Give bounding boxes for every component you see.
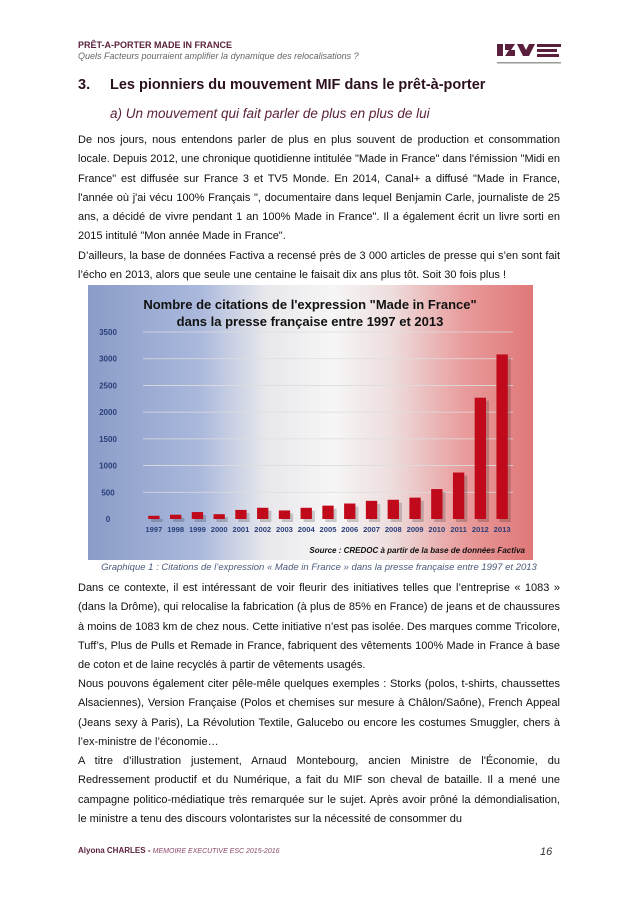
paragraph: De nos jours, nous entendons parler de plus en plus souvent de production et consommation locale. Depuis 2012, une chronique quotidienne intitulée "Made in France" dans l'émission "Midi en France" est diffusée sur France 3 et TV5 Monde. En 2014, Canal+ a diffusé "Made in France, l'année où j'ai vécu 100% Français ", documentaire dans lequel Benjamin Carle, journaliste de 25 ans, a décidé de vivre pendant 1 an 100% Made in France". Il a également écrit un livre sorti en 2015 intitulé "Mon année Made in France".: [78, 134, 560, 243]
bar-chart: [88, 285, 533, 560]
bar-2000: [214, 514, 225, 519]
x-tick-label: 2008: [384, 525, 402, 534]
x-tick-label: 2003: [276, 525, 293, 534]
x-tick-label: 2009: [406, 525, 424, 534]
bar-2006: [344, 504, 355, 519]
header-title: PRÊT-A-PORTER MADE IN FRANCE: [78, 40, 233, 50]
x-tick-label: 2011: [450, 525, 467, 534]
bar-1998: [170, 515, 181, 519]
subsection-heading: a) Un mouvement qui fait parler de plus en plus de lui: [110, 106, 430, 121]
header-subtitle: Quels Facteurs pourraient amplifier la dynamique des relocalisations ?: [78, 51, 359, 61]
paragraph: D’ailleurs, la base de données Factiva a recensé près de 3 000 articles de presse qui s’en sont fait l’écho en 2013, alors que seule une centaine le faisait dix ans plus tôt. Soit 30 fois plus !: [78, 250, 560, 282]
bar-2011: [453, 473, 464, 519]
x-tick-label: 2010: [428, 525, 446, 534]
section-title: Les pionniers du mouvement MIF dans le prêt-à-porter: [110, 77, 486, 93]
bar-2003: [279, 510, 290, 519]
chart-title-line2: dans la presse française entre 1997 et 2013: [176, 314, 444, 329]
x-tick-label: 2007: [363, 525, 380, 534]
section-number: 3.: [78, 77, 91, 93]
bar-2001: [235, 510, 246, 519]
memoire-label: MEMOIRE EXECUTIVE ESC 2015-2016: [152, 848, 280, 855]
page-number: 16: [540, 846, 553, 858]
y-tick-label: 3000: [99, 354, 117, 364]
x-tick-label: 1999: [188, 525, 206, 534]
x-tick-label: 2001: [232, 525, 250, 534]
x-tick-label: 2006: [341, 525, 359, 534]
x-tick-label: 1997: [145, 525, 163, 534]
x-tick-label: 2004: [297, 525, 315, 534]
bar-2007: [366, 501, 377, 519]
y-tick-label: 2500: [99, 381, 117, 391]
paragraph: A titre d’illustration justement, Arnaud Montebourg, ancien Ministre de l'Économie, du Redressement productif et du Numérique, a fait du MIF son cheval de bataille. Il a mené une campagne politico-médiatique très remarquée sur le sujet. Après avoir prôné la démondialisation, le ministre a tenu des discours volontaristes sur la nécessité de consommer du: [78, 755, 560, 825]
bar-shadow: [151, 519, 162, 522]
school-logo: [497, 40, 563, 66]
bar-2009: [409, 498, 420, 519]
y-tick-label: 0: [105, 515, 111, 524]
bar-1997: [148, 516, 159, 519]
bar-2012: [475, 398, 486, 519]
section-heading: [78, 77, 485, 93]
x-tick-label: 2013: [493, 525, 511, 534]
chart-caption: Graphique 1 : Citations de l’expression « Made in France » dans la presse française entre 1997 et 2013: [101, 562, 537, 573]
x-tick-label: 2012: [471, 525, 489, 534]
y-tick-label: 2000: [99, 408, 117, 418]
paragraph: Nous pouvons également citer pêle-mêle quelques exemples : Storks (polos, t-shirts, chaussettes Alsaciennes), Version Française (Polos et chemises sur mesure à Châlon/Saône), French Appeal (Jeans sexy à Paris), La Révolution Textile, Galucebo ou encore les costumes Smuggler, chers à l’ex-ministre de l’économie…: [78, 678, 560, 748]
y-tick-label: 1000: [99, 461, 117, 471]
y-tick-label: 500: [101, 488, 115, 498]
bar-2004: [301, 508, 312, 519]
chart-image: [88, 285, 533, 560]
bar-2008: [388, 500, 399, 519]
bar-1999: [192, 512, 203, 519]
bar-2002: [257, 508, 268, 519]
x-tick-label: 2002: [254, 525, 272, 534]
x-tick-label: 1998: [167, 525, 185, 534]
bar-2005: [322, 506, 333, 519]
author-name: Alyona CHARLES: [78, 846, 146, 855]
x-tick-label: 2000: [210, 525, 228, 534]
chart-title: Nombre de citations de l'expression "Made in France": [143, 297, 477, 312]
footer-author: [78, 846, 280, 855]
y-tick-label: 3500: [99, 328, 117, 337]
chart-source: Source : CREDOC à partir de la base de données Factiva: [309, 546, 525, 555]
bar-2013: [496, 354, 507, 519]
paragraph: Dans ce contexte, il est intéressant de voir fleurir des initiatives telles que l’entreprise « 1083 » (dans la Drôme), qui relocalise la fabrication (à plus de 85% en France) de jeans et de chaussures à moins de 1083 km de chez nous. Cette initiative n’est pas isolée. Des marques comme Tricolore, Tuff’s, Plus de Pulls et Remade in France, fabriquent des vêtements 100% Made in France à base de coton et de laine recyclés à partir de vêtements usagés.: [78, 582, 560, 672]
y-tick-label: 1500: [99, 434, 117, 444]
x-tick-label: 2005: [319, 525, 337, 534]
footer-separator: -: [145, 846, 153, 855]
bar-2010: [431, 489, 442, 519]
